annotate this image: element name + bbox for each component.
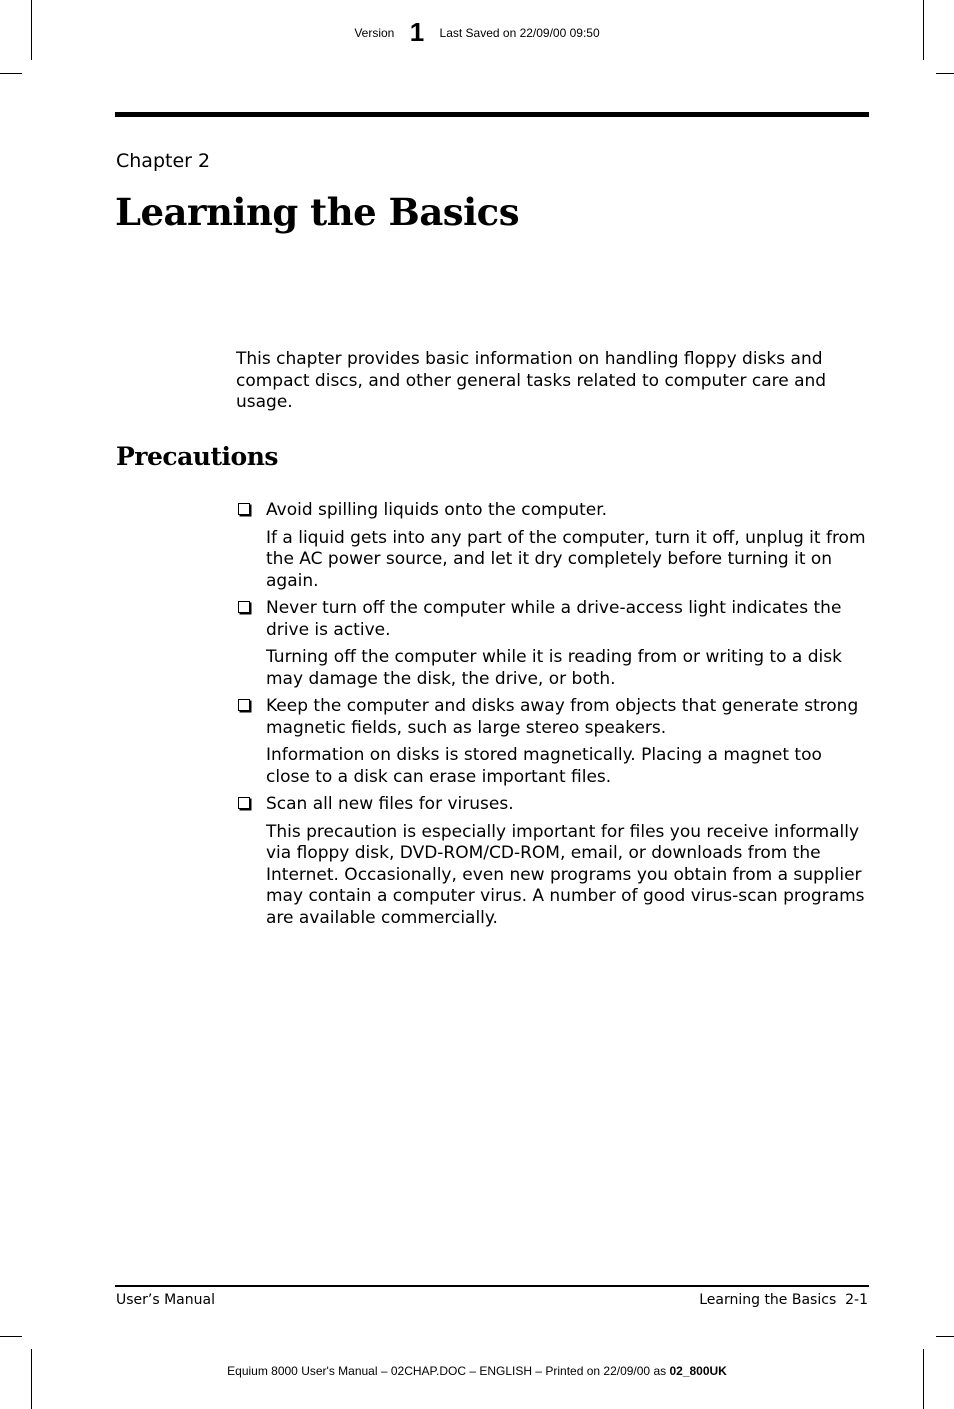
item-detail-text: Turning off the computer while it is reading from or writing to a disk may damage the disk, the drive, or both. bbox=[266, 647, 842, 689]
crop-mark bbox=[0, 73, 22, 74]
checkbox-bullet-icon bbox=[238, 797, 250, 809]
print-line-code: 02_800UK bbox=[669, 1364, 727, 1378]
chapter-title: Learning the Basics bbox=[115, 190, 520, 234]
list-item bbox=[236, 598, 866, 690]
top-rule bbox=[115, 112, 869, 117]
crop-mark bbox=[31, 1349, 32, 1409]
version-line bbox=[0, 17, 954, 47]
intro-paragraph: This chapter provides basic information on handling floppy disks and compact discs, and other general tasks related to computer care and usage. bbox=[236, 349, 827, 412]
last-saved: Last Saved on 22/09/00 09:50 bbox=[439, 26, 600, 40]
item-main-text: Avoid spilling liquids onto the computer. bbox=[266, 500, 608, 520]
version-label: Version bbox=[354, 26, 395, 40]
item-main-text: Keep the computer and disks away from objects that generate strong magnetic fields, such as large stereo speakers. bbox=[266, 696, 859, 738]
precautions-list bbox=[236, 500, 866, 935]
item-detail-text: Information on disks is stored magnetically. Placing a magnet too close to a disk can erase important files. bbox=[266, 745, 822, 787]
checkbox-bullet-icon bbox=[238, 601, 250, 613]
bottom-rule bbox=[115, 1285, 869, 1287]
crop-mark bbox=[936, 73, 954, 74]
crop-mark bbox=[0, 1336, 22, 1337]
crop-mark bbox=[923, 1349, 924, 1409]
version-number: 1 bbox=[409, 17, 425, 47]
item-detail-text: If a liquid gets into any part of the computer, turn it off, unplug it from the AC power source, and let it dry completely before turning it on again. bbox=[266, 527, 866, 591]
chapter-label: Chapter 2 bbox=[116, 150, 211, 172]
checkbox-bullet-icon bbox=[238, 503, 250, 515]
crop-mark bbox=[936, 1336, 954, 1337]
footer-right: Learning the Basics 2-1 bbox=[699, 1292, 868, 1308]
list-item bbox=[236, 500, 866, 592]
footer-left: User’s Manual bbox=[116, 1292, 215, 1308]
item-main-text: Never turn off the computer while a drive-access light indicates the drive is active. bbox=[266, 598, 842, 640]
list-item bbox=[236, 794, 866, 929]
section-title: Precautions bbox=[116, 442, 278, 471]
print-line bbox=[0, 1364, 954, 1378]
checkbox-bullet-icon bbox=[238, 699, 250, 711]
item-main-text: Scan all new files for viruses. bbox=[266, 794, 514, 814]
list-item bbox=[236, 696, 866, 788]
print-line-text: Equium 8000 User's Manual – 02CHAP.DOC – ENGLISH – Printed on 22/09/00 as bbox=[227, 1364, 667, 1378]
item-detail-text: This precaution is especially important for files you receive informally via floppy disk, DVD-ROM/CD-ROM, email, or downloads from the Internet. Occasionally, even new programs you obtain from a supplier may contain a computer virus. A number of good virus-scan programs are available commercially. bbox=[266, 821, 865, 928]
